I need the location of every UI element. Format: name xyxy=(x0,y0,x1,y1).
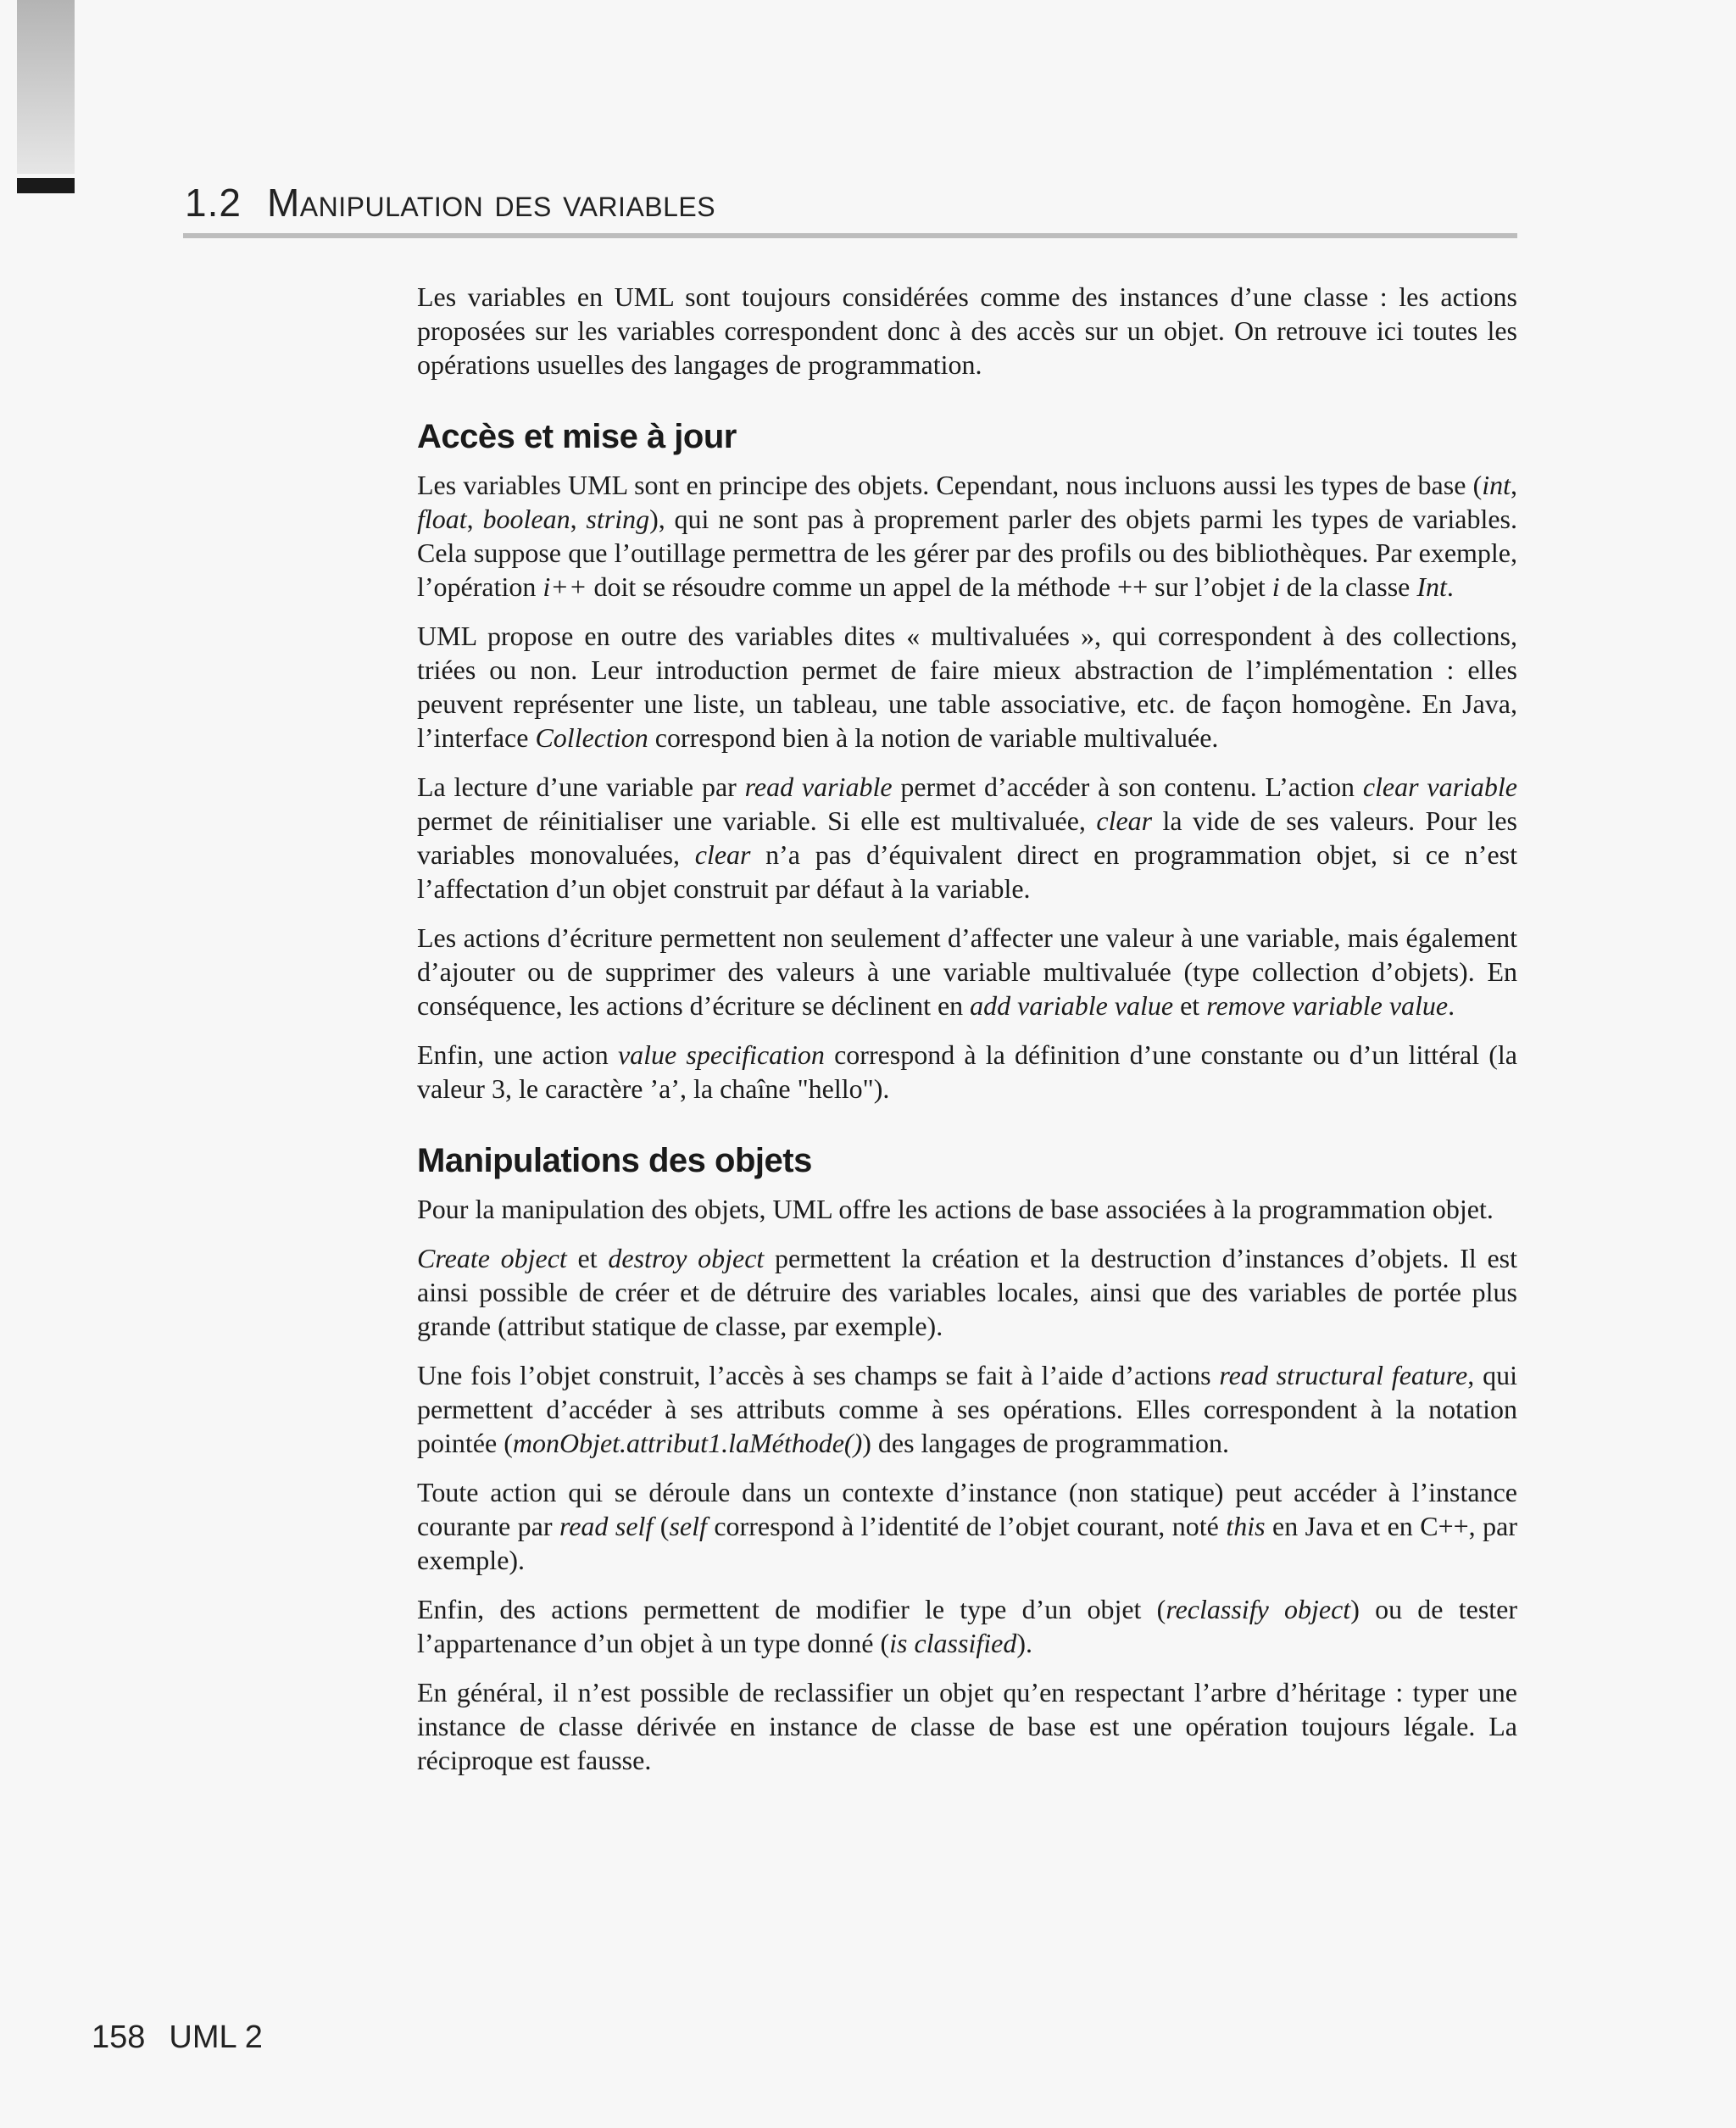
italic-term: add variable value xyxy=(970,990,1174,1021)
italic-term: Int xyxy=(1416,571,1447,602)
text-run: Les variables UML sont en principe des objets. Cependant, nous incluons aussi les types de base ( xyxy=(417,470,1483,500)
italic-term: clear xyxy=(694,839,751,870)
body-paragraph xyxy=(417,1592,1517,1660)
section-number: 1.2 xyxy=(185,181,242,225)
text-run: correspond à l’identité de l’objet courant, noté xyxy=(706,1511,1227,1541)
subsection-heading: Manipulations des objets xyxy=(417,1142,812,1179)
page-footer xyxy=(92,2019,263,2056)
italic-term: read variable xyxy=(744,772,893,802)
thumb-tab-marker xyxy=(17,178,75,193)
text-run: Les actions d’écriture permettent non seulement d’affecter une valeur à une variable, mais également d’ajouter ou de supprimer des valeurs à une variable multivaluée (type collection d’objets). En conséquence, les actions d’écriture se déclinent en xyxy=(417,922,1517,1021)
italic-term: i++ xyxy=(542,571,587,602)
text-run: , qui permettent d’accéder à ses attributs comme à ses opérations. Elles correspondent à la notation pointée ( xyxy=(417,1360,1518,1458)
text-run: permettent la création et la destruction d’instances d’objets. Il est ainsi possible de créer et de détruire des variables locales, ainsi que des variables de portée plus grande (attribut statique de classe, par exemple). xyxy=(417,1243,1518,1341)
italic-term: clear variable xyxy=(1362,772,1518,802)
italic-term: clear xyxy=(1096,805,1153,836)
italic-term: reclassify object xyxy=(1166,1594,1351,1624)
thumb-tab-gradient xyxy=(17,0,75,174)
text-run: ) ou de tester l’appartenance d’un objet à un type donné ( xyxy=(417,1594,1518,1658)
body-paragraph xyxy=(417,1358,1517,1460)
italic-term: read self xyxy=(559,1511,654,1541)
italic-term: Collection xyxy=(535,722,648,753)
italic-term: destroy object xyxy=(608,1243,765,1273)
page-body xyxy=(417,280,1517,1792)
text-run: de la classe xyxy=(1279,571,1417,602)
body-paragraph xyxy=(417,1475,1517,1577)
section-heading xyxy=(185,180,1517,226)
text-run: n’a pas d’équivalent direct en programmation objet, si ce n’est l’affectation d’un objet construit par défaut à la variable. xyxy=(417,839,1518,904)
text-run: permet d’accéder à son contenu. L’action xyxy=(892,772,1363,802)
body-paragraph xyxy=(417,1038,1517,1106)
text-run: et xyxy=(566,1243,609,1273)
italic-term: read structural feature xyxy=(1219,1360,1468,1390)
text-run: Une fois l’objet construit, l’accès à ses champs se fait à l’aide d’actions xyxy=(417,1360,1220,1390)
text-run: , xyxy=(466,504,483,534)
text-run: Enfin, une action xyxy=(417,1039,618,1070)
book-title: UML 2 xyxy=(169,2019,263,2055)
text-run: En général, il n’est possible de reclassifier un objet qu’en respectant l’arbre d’héritage : typer une instance de classe dérivée en instance de classe de base est une opération toujours légale. La réciproque est fausse. xyxy=(417,1677,1517,1775)
body-paragraph xyxy=(417,1675,1517,1777)
page-number: 158 xyxy=(92,2019,146,2055)
text-run: UML propose en outre des variables dites « multivaluées », qui correspondent à des collections, triées ou non. Leur introduction permet de faire mieux abstraction de l’implémentation : elles peuvent représenter une liste, un tableau, une table associative, etc. de façon homogène. En Java, l’interface xyxy=(417,621,1517,753)
italic-term: monObjet.attribut1.laMéthode() xyxy=(512,1428,863,1458)
text-run: permet de réinitialiser une variable. Si elle est multivaluée, xyxy=(417,805,1097,836)
text-run: La lecture d’une variable par xyxy=(417,772,745,802)
italic-term: self xyxy=(669,1511,707,1541)
text-run: et xyxy=(1173,990,1207,1021)
text-run: correspond à la définition d’une constante ou d’un littéral (la valeur 3, le caractère ’a’, la chaîne "hello"). xyxy=(417,1039,1517,1104)
text-run: correspond bien à la notion de variable multivaluée. xyxy=(648,722,1219,753)
body-paragraph xyxy=(417,1192,1517,1226)
subsection-heading: Accès et mise à jour xyxy=(417,418,737,455)
body-paragraph xyxy=(417,468,1517,604)
text-run: Toute action qui se déroule dans un contexte d’instance (non statique) peut accéder à l’instance courante par xyxy=(417,1477,1517,1541)
italic-term: value specification xyxy=(617,1039,825,1070)
text-run: Enfin, des actions permettent de modifier le type d’un objet ( xyxy=(417,1594,1166,1624)
body-paragraph xyxy=(417,770,1517,905)
italic-term: remove variable value xyxy=(1206,990,1449,1021)
intro-paragraph xyxy=(417,280,1517,382)
text-run: ), qui ne sont pas à proprement parler des objets parmi les types de variables. Cela suppose que l’outillage permettra de les gérer par des profils ou des bibliothèques. Par exemple, l’opération xyxy=(417,504,1518,602)
italic-term: is classified xyxy=(889,1628,1017,1658)
body-paragraph xyxy=(417,1241,1517,1343)
body-paragraph xyxy=(417,619,1517,755)
text-run: , xyxy=(1511,470,1517,500)
italic-term: string xyxy=(586,504,650,534)
body-paragraph xyxy=(417,921,1517,1022)
section-title: Manipulation des variables xyxy=(266,181,716,225)
italic-term: this xyxy=(1226,1511,1266,1541)
italic-term: Create object xyxy=(417,1243,567,1273)
text-run: la vide de ses valeurs. Pour les variables monovaluées, xyxy=(417,805,1518,870)
subsections xyxy=(417,415,1517,1777)
text-run: . xyxy=(1448,990,1455,1021)
text-run: ) des langages de programmation. xyxy=(862,1428,1229,1458)
text-run: en Java et en C++, par exemple). xyxy=(417,1511,1518,1575)
text-run: Pour la manipulation des objets, UML offre les actions de base associées à la programmation objet. xyxy=(417,1194,1494,1224)
italic-term: boolean xyxy=(482,504,570,534)
text-run: ). xyxy=(1016,1628,1032,1658)
italic-term: i xyxy=(1271,571,1280,602)
text-run: Les variables en UML sont toujours considérées comme des instances d’une classe : les actions proposées sur les variables correspondent donc à des accès sur un objet. On retrouve ici toutes les opérations usuelles des langages de programmation. xyxy=(417,281,1517,380)
italic-term: float xyxy=(417,504,467,534)
text-run: ( xyxy=(653,1511,670,1541)
section-rule xyxy=(183,233,1517,238)
text-run: . xyxy=(1446,571,1454,602)
text-run: doit se résoudre comme un appel de la méthode ++ sur l’objet xyxy=(587,571,1272,602)
text-run: , xyxy=(570,504,587,534)
italic-term: int xyxy=(1482,470,1511,500)
